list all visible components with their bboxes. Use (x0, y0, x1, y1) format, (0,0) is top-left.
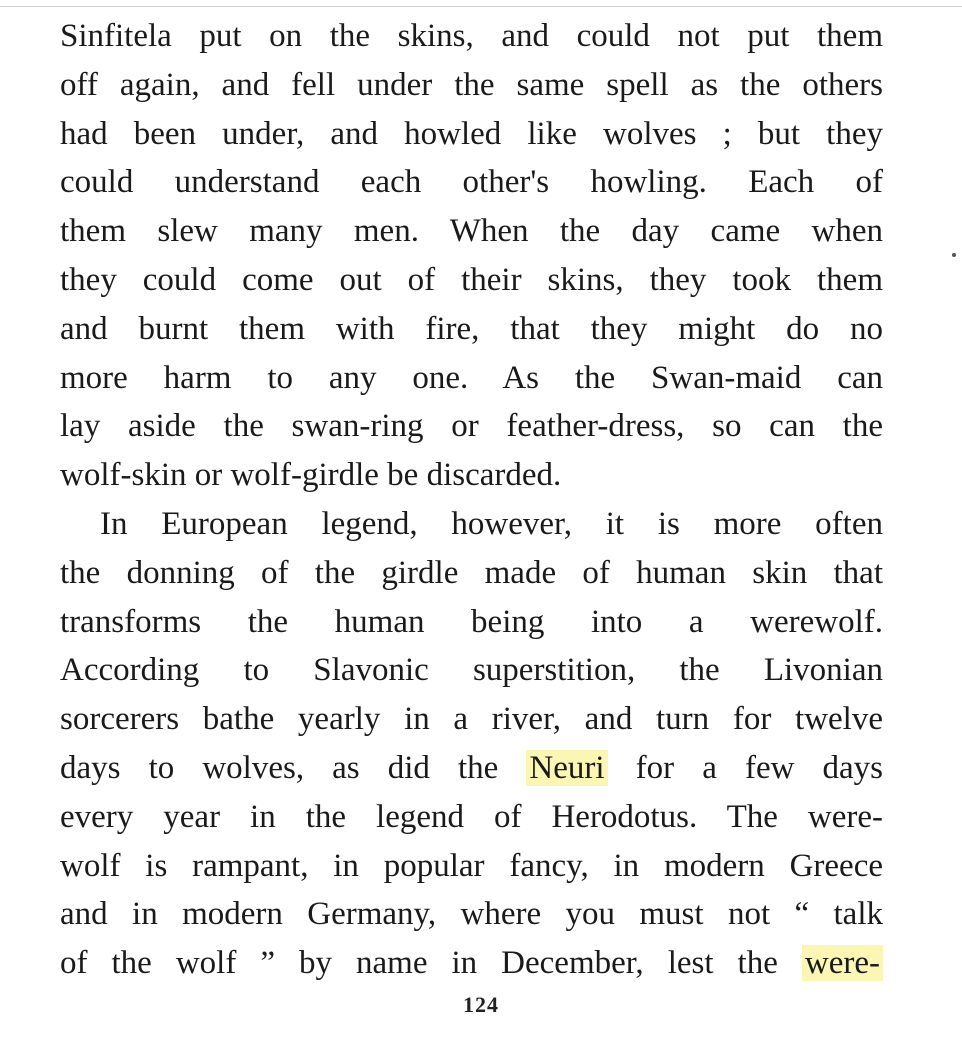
text-line: them slew many men. When the day came when (60, 213, 883, 250)
text-line: more harm to any one. As the Swan-maid can (60, 359, 883, 396)
text-line: and in modern Germany, where you must not “ talk (60, 896, 883, 933)
text-line: had been under, and howled like wolves ; but they (60, 115, 883, 152)
text-line: could understand each other's howling. Each of (60, 164, 883, 201)
text-line: and burnt them with fire, that they might do no (60, 310, 883, 347)
text-line: Sinfitela put on the skins, and could not put them (60, 18, 883, 54)
text-line: every year in the legend of Herodotus. The were- (60, 798, 883, 835)
text-line: they could come out of their skins, they took them (60, 261, 883, 298)
text-segment: of the wolf ” by name in December, lest the (60, 945, 778, 982)
text-line: transforms the human being into a werewolf. (60, 603, 883, 640)
text-segment: days to wolves, as did the (60, 749, 499, 786)
top-edge-rule (0, 6, 962, 7)
scan-speck (952, 253, 956, 257)
text-line: the donning of the girdle made of human skin that (60, 554, 883, 591)
highlight-were[interactable]: were- (802, 945, 883, 981)
page-text (60, 12, 883, 988)
text-line: wolf is rampant, in popular fancy, in modern Greece (60, 847, 883, 884)
paragraph-start-line: In European legend, however, it is more often (100, 505, 883, 542)
text-line-with-highlight (60, 939, 883, 988)
page-number: 124 (463, 992, 499, 1017)
text-line: According to Slavonic superstition, the Livonian (60, 652, 883, 689)
highlight-neuri[interactable]: Neuri (526, 750, 607, 786)
text-line: sorcerers bathe yearly in a river, and turn for twelve (60, 701, 883, 738)
text-segment: for a few days (635, 749, 884, 786)
text-line-with-highlight (60, 744, 883, 793)
text-line: off again, and fell under the same spell as the others (60, 66, 883, 103)
text-line: lay aside the swan-ring or feather-dress, so can the (60, 408, 883, 445)
paragraph-end-line: wolf-skin or wolf-girdle be discarded. (60, 457, 562, 494)
